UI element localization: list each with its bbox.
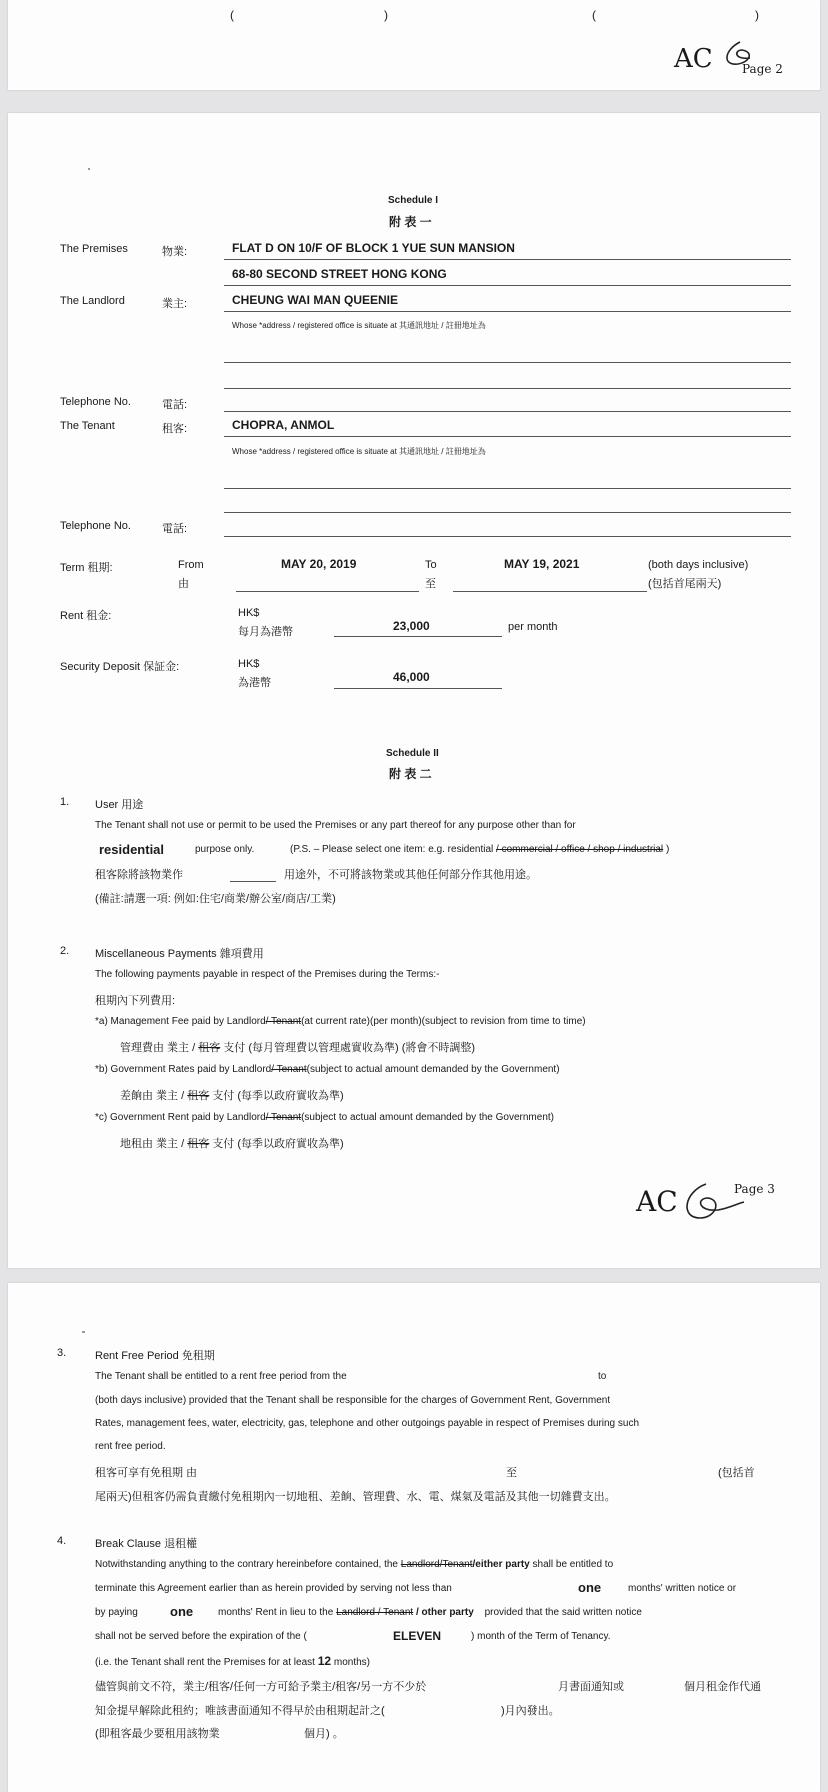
underline — [224, 311, 791, 312]
section-1-cn-blank — [230, 881, 276, 882]
government-rates-cn: 差餉由 業主 / — [120, 1090, 185, 1102]
section-3-number: 3. — [57, 1347, 67, 1359]
section-1-cn-part2: 用途外，不可將該物業或其他任何部分作其他用途。 — [284, 869, 537, 881]
government-rent-cn: 地租由 業主 / — [120, 1138, 185, 1150]
section-1-use: residential — [99, 842, 165, 857]
government-rates-cn-line — [120, 1087, 344, 1103]
section-1-ps — [290, 844, 669, 855]
landlord-address-note: Whose *address / registered office is situate at 其通訊地址 / 註冊地址為 — [232, 321, 486, 330]
term-end-date: MAY 19, 2021 — [504, 557, 580, 571]
section-4-line-4a: shall not be served before the expiration of the ( — [95, 1631, 307, 1642]
paren: ) — [755, 8, 759, 22]
government-rates-text: *b) Government Rates paid by Landlord — [95, 1064, 272, 1075]
page-number: Page 2 — [742, 62, 783, 76]
schedule-2-title: Schedule II — [386, 748, 439, 759]
section-1-cn-note: (備註:請選一項: 例如:住宅/商業/辦公室/商店/工業) — [95, 893, 336, 905]
section-4-title: Break Clause 退租權 — [95, 1538, 198, 1550]
management-fee-cn-rest: 支付 (每月管理費以管理處實收為準) (將會不時調整) — [223, 1042, 476, 1054]
section-4-cn-3a: (即租客最少要租用該物業 — [95, 1728, 220, 1740]
government-rent-rest: (subject to actual amount demanded by the Government) — [301, 1112, 554, 1123]
signature: AC — [636, 1185, 678, 1218]
management-fee-rest: (at current rate)(per month)(subject to revision from time to time) — [301, 1016, 586, 1027]
per-month: per month — [508, 621, 558, 633]
from-label-cn: 由 — [178, 578, 189, 590]
section-1-purpose: purpose only. — [195, 844, 255, 855]
speck — [82, 1331, 85, 1333]
tenant-label-cn: 租客: — [162, 423, 188, 435]
section-4-line-1 — [95, 1559, 613, 1570]
paren: ( — [230, 8, 234, 22]
s4-text: Notwithstanding anything to the contrary hereinbefore contained, the — [95, 1559, 398, 1570]
government-rent-cn-line — [120, 1135, 344, 1151]
government-rent-text: *c) Government Rent paid by Landlord — [95, 1112, 266, 1123]
notice-months-value: one — [578, 1580, 602, 1595]
section-2-text: The following payments payable in respect of the Premises during the Terms:- — [95, 969, 440, 980]
rent-in-lieu-value: one — [170, 1604, 194, 1619]
section-2-cn: 租期內下列費用: — [95, 995, 176, 1007]
struck-tenant-cn: 租客 — [187, 1090, 210, 1102]
section-3-cn-1: 租客可享有免租期 由 — [95, 1467, 198, 1479]
landlord-telephone-label-cn: 電話: — [162, 399, 188, 411]
schedule-2-title-cn: 附 表 二 — [389, 767, 432, 781]
landlord-telephone-line — [224, 411, 791, 412]
deposit-amount: 46,000 — [393, 670, 430, 684]
section-4-line-3a: by paying — [95, 1607, 138, 1618]
struck-tenant-cn: 租客 — [187, 1138, 210, 1150]
management-fee-line — [95, 1016, 586, 1027]
section-3-cn-to: 至 — [506, 1467, 517, 1479]
government-rates-cn-rest: 支付 (每季以政府實收為準) — [212, 1090, 344, 1102]
term-start-date: MAY 20, 2019 — [281, 557, 357, 571]
to-label-cn: 至 — [425, 578, 436, 590]
section-3-line-3: Rates, management fees, water, electricity, gas, telephone and other outgoings payable in respect of Premises during such — [95, 1418, 640, 1429]
from-label: From — [178, 559, 204, 571]
government-rates-line — [95, 1064, 560, 1075]
struck-tenant: / Tenant — [271, 1064, 307, 1075]
section-3-line-1: The Tenant shall be entitled to a rent free period from the — [95, 1371, 347, 1382]
struck-tenant: / Tenant — [265, 1112, 302, 1123]
government-rent-line — [95, 1112, 554, 1123]
section-3-line-2: (both days inclusive) provided that the Tenant shall be responsible for the charges of Government Rent, Government — [95, 1395, 611, 1406]
underline — [224, 259, 791, 260]
s4-other-party: / other party — [415, 1607, 474, 1618]
page-number: Page 3 — [734, 1182, 775, 1196]
rent-label-cn: 每月為港幣 — [238, 626, 293, 638]
s4-text: shall be entitled to — [532, 1559, 614, 1570]
page-2-fragment — [8, 0, 820, 90]
ps-struck-options: / commercial / office / shop / industrial — [496, 844, 664, 855]
section-4-cn-2a: 知金提早解除此租約；唯該書面通知不得早於由租期起計之( — [95, 1705, 385, 1717]
section-3-title: Rent Free Period 免租期 — [95, 1350, 215, 1362]
both-days-inclusive: (both days inclusive) — [648, 559, 749, 571]
section-4-cn-2b: )月內發出。 — [501, 1705, 560, 1717]
section-4-line-3-rest — [218, 1607, 642, 1618]
underline — [224, 436, 791, 437]
schedule-1-title-cn: 附 表 一 — [389, 215, 432, 229]
section-2-title: Miscellaneous Payments 雜項費用 — [95, 948, 264, 960]
government-rent-cn-rest: 支付 (每季以政府實收為準) — [212, 1138, 344, 1150]
struck-tenant: / Tenant — [265, 1016, 302, 1027]
s4-struck-parties: Landlord/Tenant — [400, 1559, 473, 1570]
section-4-line-5 — [95, 1654, 370, 1668]
tenant-name: CHOPRA, ANMOL — [232, 418, 335, 432]
landlord-address-line — [224, 388, 791, 389]
rent-label: Rent 租金: — [60, 610, 112, 622]
s4-text: provided that the said written notice — [484, 1607, 642, 1618]
section-1-cn-part1: 租客除將該物業作 — [95, 869, 183, 881]
schedule-1-title: Schedule I — [388, 195, 439, 206]
section-1-text: The Tenant shall not use or permit to be used the Premises or any part thereof for any purpose other than for — [95, 820, 576, 831]
deposit-hkd: HK$ — [238, 658, 260, 670]
rent-amount: 23,000 — [393, 619, 430, 633]
break-month-value: ELEVEN — [393, 1629, 442, 1643]
minimum-months-value: 12 — [317, 1654, 332, 1668]
term-label: Term 租期: — [60, 562, 113, 574]
premises-address-line-1: FLAT D ON 10/F OF BLOCK 1 YUE SUN MANSION — [232, 241, 515, 255]
tenant-address-line — [224, 488, 791, 489]
deposit-label: Security Deposit 保証金: — [60, 661, 180, 673]
speck — [88, 168, 90, 170]
underline — [224, 285, 791, 286]
tenant-telephone-label: Telephone No. — [60, 520, 131, 532]
management-fee-cn-line — [120, 1039, 475, 1055]
ps-close: ) — [665, 844, 670, 855]
page-3 — [8, 113, 820, 1268]
s4-either-party: /either party — [472, 1559, 530, 1570]
section-4-line-4b: ) month of the Term of Tenancy. — [471, 1631, 611, 1642]
s4-text: months' Rent in lieu to the — [218, 1607, 334, 1618]
section-4-line-2a: terminate this Agreement earlier than as herein provided by serving not less than — [95, 1583, 452, 1594]
section-1-number: 1. — [60, 796, 70, 808]
section-4-number: 4. — [57, 1535, 67, 1547]
tenant-telephone-label-cn: 電話: — [162, 523, 188, 535]
tenant-label: The Tenant — [60, 420, 115, 432]
signature: AC — [674, 44, 713, 74]
premises-address-line-2: 68-80 SECOND STREET HONG KONG — [232, 267, 447, 281]
s4-struck-parties: Landlord / Tenant — [336, 1607, 414, 1618]
both-days-inclusive-cn: (包括首尾兩天) — [648, 578, 722, 590]
landlord-telephone-label: Telephone No. — [60, 396, 131, 408]
section-4-cn-1a: 儘管與前文不符，業主/租客/任何一方可給予業主/租客/另一方不少於 — [95, 1681, 427, 1693]
section-2-number: 2. — [60, 945, 70, 957]
s4-text: (i.e. the Tenant shall rent the Premises for at least — [95, 1657, 315, 1668]
premises-label-cn: 物業: — [162, 246, 188, 258]
government-rates-rest: (subject to actual amount demanded by the Government) — [306, 1064, 560, 1075]
underline — [236, 591, 419, 592]
management-fee-cn: 管理費由 業主 / — [120, 1042, 196, 1054]
s4-text: months) — [333, 1657, 370, 1668]
underline — [453, 591, 647, 592]
paren: ( — [592, 8, 596, 22]
page-4 — [8, 1283, 820, 1792]
to-label: To — [425, 559, 437, 571]
rent-hkd: HK$ — [238, 607, 260, 619]
ps-text: (P.S. – Please select one item: e.g. residential — [290, 844, 494, 855]
landlord-label-cn: 業主: — [162, 298, 188, 310]
paren: ) — [384, 8, 388, 22]
section-4-cn-1b: 月書面通知或 — [558, 1681, 624, 1693]
section-4-cn-3b: 個月) 。 — [304, 1728, 344, 1740]
section-3-cn-2: 尾兩天)但租客仍需負責繳付免租期內一切地租、差餉、管理費、水、電、煤氣及電話及其他一切雜費支出。 — [95, 1491, 616, 1503]
section-3-line-4: rent free period. — [95, 1441, 166, 1452]
landlord-label: The Landlord — [60, 295, 125, 307]
tenant-telephone-line — [224, 536, 791, 537]
section-3-cn-end: (包括首 — [718, 1467, 755, 1479]
premises-label: The Premises — [60, 243, 128, 255]
tenant-address-line — [224, 512, 791, 513]
section-4-line-2b: months' written notice or — [628, 1583, 737, 1594]
landlord-address-line — [224, 362, 791, 363]
struck-tenant-cn: 租客 — [198, 1042, 221, 1054]
management-fee-text: *a) Management Fee paid by Landlord — [95, 1016, 266, 1027]
section-3-to: to — [598, 1371, 607, 1382]
tenant-address-note: Whose *address / registered office is situate at 其通訊地址 / 註冊地址為 — [232, 447, 486, 456]
landlord-name: CHEUNG WAI MAN QUEENIE — [232, 293, 399, 307]
underline — [334, 636, 502, 637]
deposit-label-cn: 為港幣 — [238, 677, 271, 689]
section-1-title: User 用途 — [95, 799, 144, 811]
underline — [334, 688, 502, 689]
section-4-cn-1c: 個月租金作代通 — [684, 1681, 761, 1693]
